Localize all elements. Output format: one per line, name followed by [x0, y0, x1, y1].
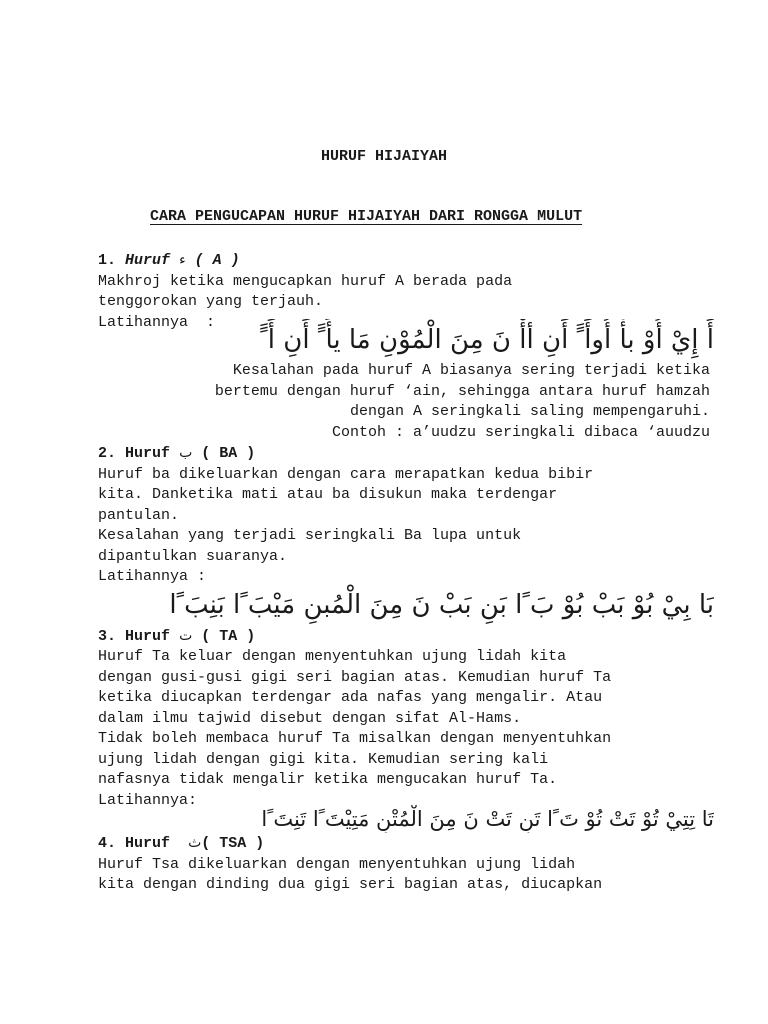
arabic-letter: ث: [188, 835, 202, 851]
section-number: 4.: [98, 835, 117, 852]
body-line: Kesalahan yang terjadi seringkali Ba lupa untuk: [98, 527, 522, 544]
note-line: Kesalahan pada huruf A biasanya sering terjadi ketika: [232, 362, 710, 379]
page-subtitle: CARA PENGUCAPAN HURUF HIJAIYAH DARI RONGGA MULUT: [150, 208, 583, 225]
arabic-letter: ت: [179, 627, 193, 644]
body-line: nafasnya tidak mengalir ketika mengucakan huruf Ta.: [98, 771, 558, 788]
body-line: kita dengan dinding dua gigi seri bagian atas, diucapkan: [98, 876, 603, 893]
section-word: Huruf: [125, 627, 171, 645]
practice-label: Latihannya :: [98, 313, 216, 331]
section-heading: [98, 833, 718, 855]
document-body: [98, 250, 718, 896]
body-line: kita. Danketika mati atau ba disukun maka terdengar: [98, 486, 558, 503]
body-line: Huruf Ta keluar dengan menyentuhkan ujung lidah kita: [98, 648, 567, 665]
section-huruf-a: [98, 250, 718, 443]
section-label: ( TSA ): [201, 835, 265, 852]
body-line: dalam ilmu tajwid disebut dengan sifat Al-Hams.: [98, 709, 522, 727]
page-title: HURUF HIJAIYAH: [320, 148, 448, 165]
practice-label: Latihannya:: [98, 791, 198, 809]
body-line: Huruf ba dikeluarkan dengan cara merapatkan kedua bibir: [98, 465, 594, 483]
body-line: tenggorokan yang terjauh.: [98, 293, 324, 310]
body-line: ujung lidah dengan gigi kita. Kemudian sering kali: [98, 750, 549, 768]
body-line: dipantulkan suaranya.: [98, 547, 288, 565]
practice-label: Latihannya :: [98, 568, 207, 585]
section-word: Huruf: [125, 445, 171, 462]
body-line: Huruf Tsa dikeluarkan dengan menyentuhkan ujung lidah: [98, 855, 576, 873]
section-heading: [98, 626, 718, 648]
body-line: pantulan.: [98, 506, 180, 524]
section-number: 2.: [98, 445, 117, 462]
section-label: ( A ): [194, 252, 240, 269]
section-huruf-ba: [98, 443, 718, 626]
section-huruf-ta: [98, 626, 718, 834]
body-line: ketika diucapkan terdengar ada nafas yang mengalir. Atau: [98, 689, 603, 706]
section-label: ( TA ): [201, 627, 256, 645]
note-line: bertemu dengan huruf ‘ain, sehingga antara huruf hamzah: [214, 382, 710, 400]
practice-arabic: بَا بِيْ بُوْ بَبْ بُوْ بَ ًا بَنِ بَبْ نَ مِنَ الْمُبنِ مَيْبَ ًا بَنِبَ ًا: [169, 589, 714, 620]
body-line: Makhroj ketika mengucapkan huruf A berada pada: [98, 272, 513, 290]
arabic-letter: ء: [179, 252, 186, 268]
section-number: 3.: [98, 627, 117, 645]
section-label: ( BA ): [201, 445, 256, 462]
section-word: Huruf: [125, 835, 171, 852]
practice-arabic: أَ إِيْ أُوْ بأْ أُوأَ ًَ أَنِ أأْ نَ مِنَ الْمُوْنِ مَا يأَ ًَ أَنِ أَ ًَ: [260, 325, 714, 355]
section-huruf-tsa: [98, 833, 718, 896]
practice-arabic: تَا تِتِيْ تُوْ تَتْ تُوْ تَ ًا تَنِ تَتْ نَ مِنَ الْمُتْنِ مَتِيْتَ ًا تَنِتَ ًا: [261, 807, 714, 831]
section-heading: [98, 250, 718, 272]
section-heading: [98, 443, 718, 465]
arabic-letter: ب: [179, 445, 193, 461]
body-line: Tidak boleh membaca huruf Ta misalkan dengan menyentuhkan: [98, 730, 612, 747]
note-line: Contoh : a’uudzu seringkali dibaca ‘auudzu: [331, 423, 710, 441]
section-number: 1.: [98, 252, 117, 269]
body-line: dengan gusi-gusi gigi seri bagian atas. Kemudian huruf Ta: [98, 668, 612, 686]
note-line: dengan A seringkali saling mempengaruhi.: [349, 403, 710, 420]
section-word: Huruf: [125, 252, 171, 269]
